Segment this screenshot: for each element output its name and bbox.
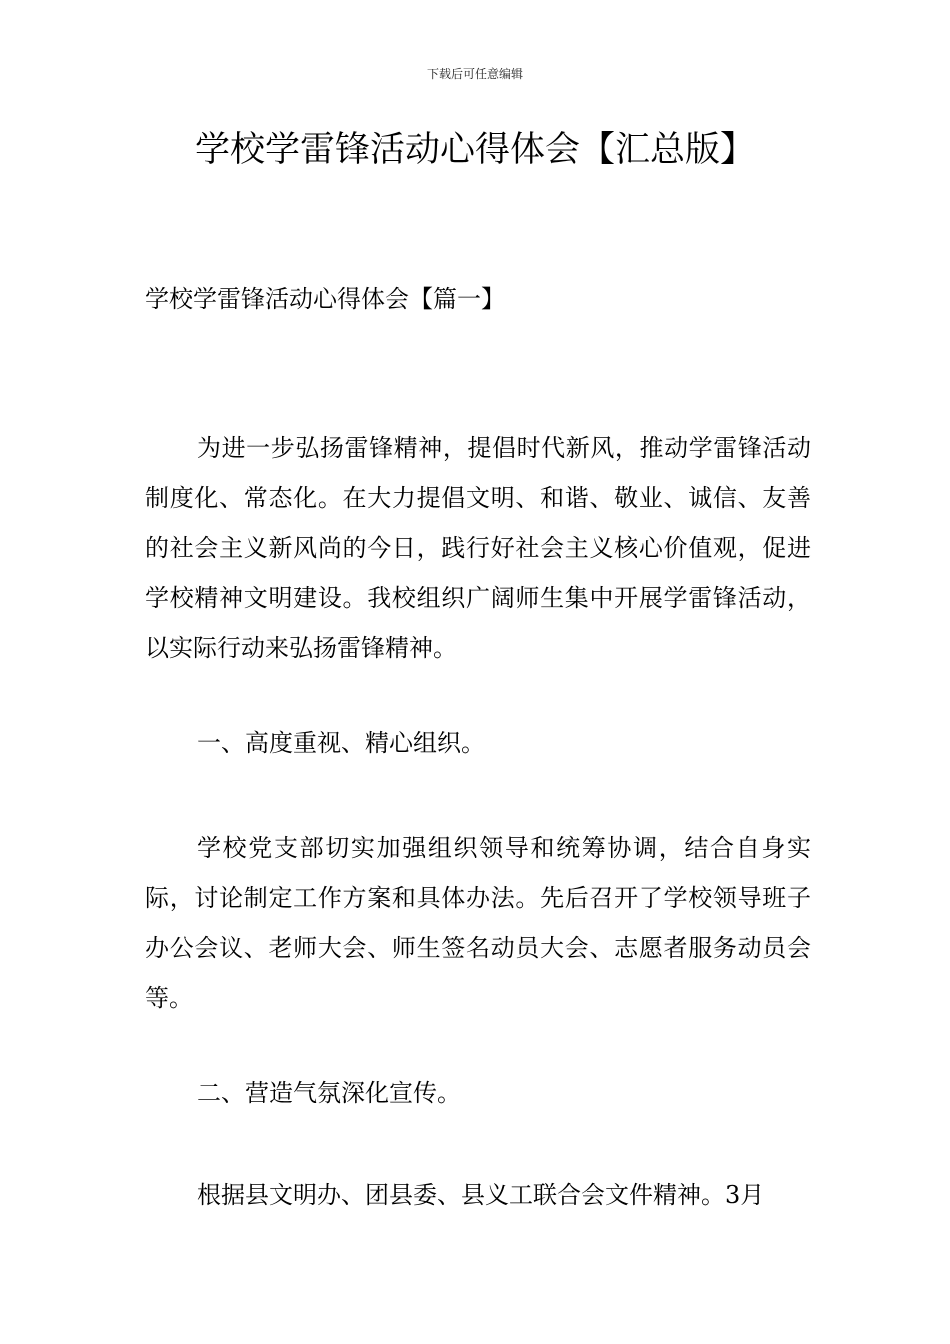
paragraph-publicity: 根据县文明办、团县委、县义工联合会文件精神。3月 [197, 1181, 765, 1209]
paragraph-organization: 学校党支部切实加强组织领导和统筹协调，结合自身实际，讨论制定工作方案和具体办法。先后召开了学校领导班子办公会议、老师大会、师生签名动员大会、志愿者服务动员会等。 [145, 834, 811, 1012]
paragraph-intro: 为进一步弘扬雷锋精神，提倡时代新风，推动学雷锋活动制度化、常态化。在大力提倡文明、和谐、敬业、诚信、友善的社会主义新风尚的今日，践行好社会主义核心价值观，促进学校精神文明建设。我校组织广阔师生集中开展学雷锋活动，以实际行动来弘扬雷锋精神。 [145, 434, 811, 662]
paragraph-heading-1: 一、高度重视、精心组织。 [197, 729, 485, 757]
paragraph-heading-2: 二、营造气氛深化宣传。 [197, 1079, 461, 1107]
header-note: 下载后可任意编辑 [426, 67, 523, 81]
section-title: 学校学雷锋活动心得体会【篇一】 [145, 285, 505, 313]
document-title: 学校学雷锋活动心得体会【汇总版】 [194, 130, 755, 170]
